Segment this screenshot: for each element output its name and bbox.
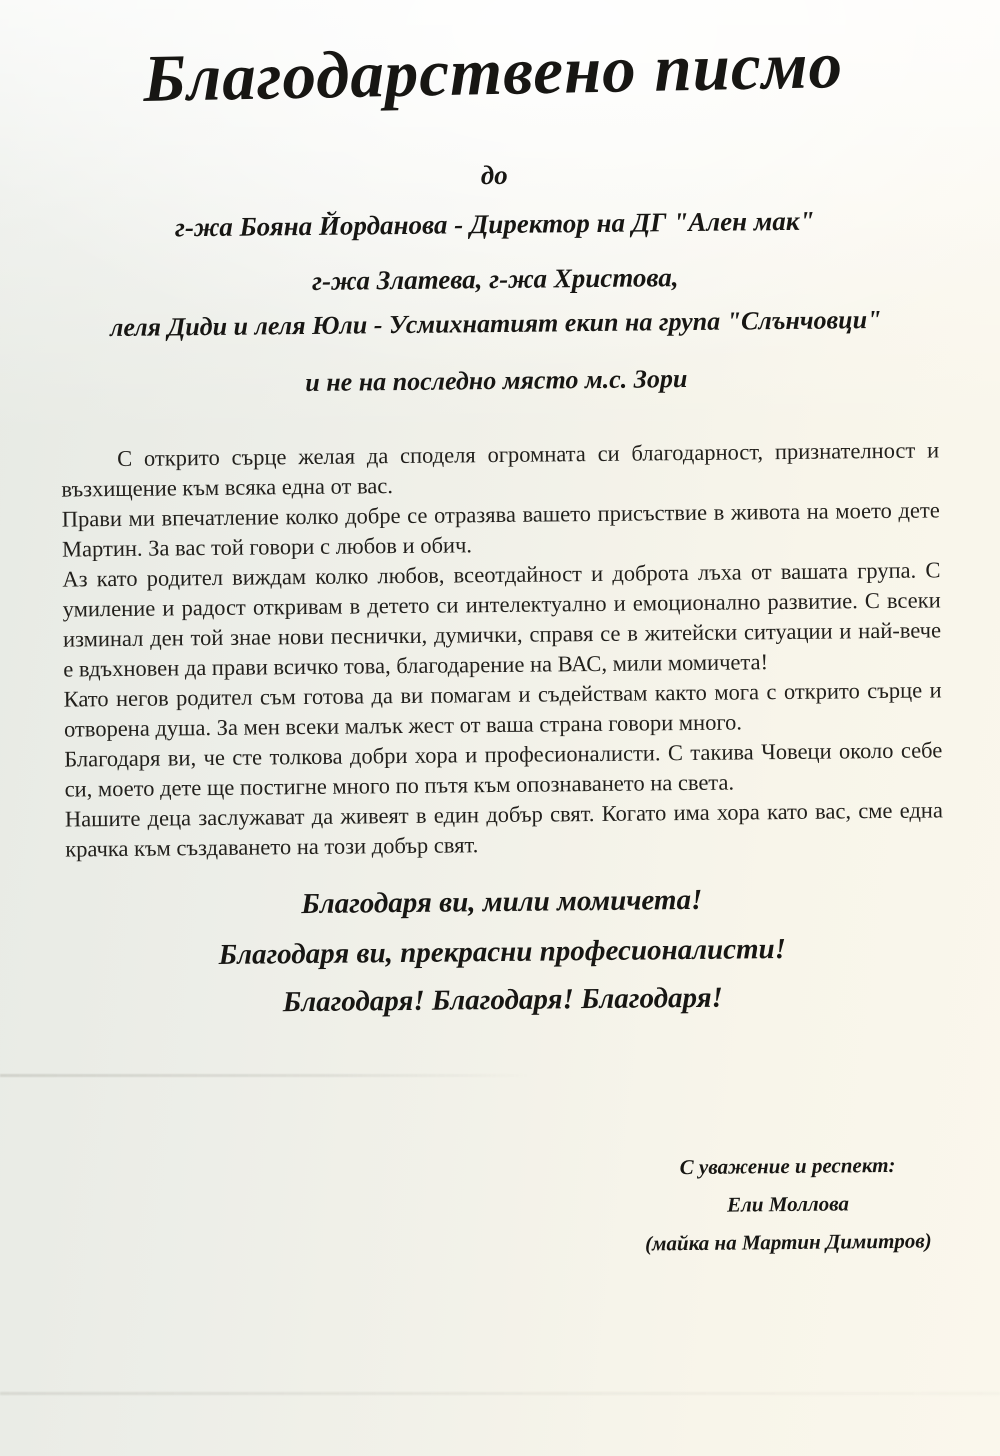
recipient-line-teachers: г-жа Златева, г-жа Христова, — [311, 262, 679, 296]
salutation-to: до — [480, 159, 508, 191]
closing-thanks-line: Благодаря! Благодаря! Благодаря! — [282, 981, 724, 1019]
body-paragraph: С открито сърце желая да споделя огромната си благодарност, признателност и възхищение към всяка една от вас. — [61, 437, 940, 502]
recipient-line-director: г-жа Бояна Йорданова - Директор на ДГ "Ален мак" — [174, 205, 815, 243]
body-paragraph: Нашите деца заслужават да живеят в един добър свят. Когато има хора като вас, сме една крачка към създаването на този добър свят. — [64, 797, 944, 862]
body-paragraph: Като негов родител съм готова да ви помагам и съдействам както мога с открито сърце и отворена душа. За мен всеки малък жест от ваша страна говори много. — [63, 677, 942, 742]
closing-thanks-line: Благодаря ви, мили момичета! — [301, 883, 703, 921]
letter-body — [61, 435, 943, 864]
body-paragraph: Аз като родител виждам колко любов, всеотдайност и доброта лъха от вашата група. С умиление и радост откривам в детето си интелектуално и емоционално развитие. С всеки изминал ден той знае нови песнички, думички, справя се в житейски ситуации и най-вече е вдъхновен да прави всичко това, благодарение на ВАС, мили момичета! — [62, 557, 942, 682]
body-paragraph: Прави ми впечатление колко добре се отразява вашето присъствие в живота на моето дете Мартин. За вас той говори с любов и обич. — [61, 497, 940, 562]
signature-name: Ели Моллова — [726, 1191, 850, 1217]
signature-salutation: С уважение и респект: — [679, 1152, 896, 1180]
recipient-line-nurse: и не на последно място м.с. Зори — [305, 364, 688, 398]
signature-role: (майка на Мартин Димитров) — [644, 1228, 932, 1256]
letter-title: Благодарствено писмо — [142, 28, 844, 117]
closing-thanks-line: Благодаря ви, прекрасни професионалисти! — [218, 933, 787, 971]
signature-block — [622, 1145, 953, 1262]
recipient-line-group-team: леля Диди и леля Юли - Усмихнатият екип на група "Слънчовци" — [109, 304, 882, 343]
body-paragraph: Благодаря ви, че сте толкова добри хора и професионалисти. С такива Човеци около себе си, моето дете ще постигне много по пътя към опознаването на света. — [64, 737, 943, 802]
